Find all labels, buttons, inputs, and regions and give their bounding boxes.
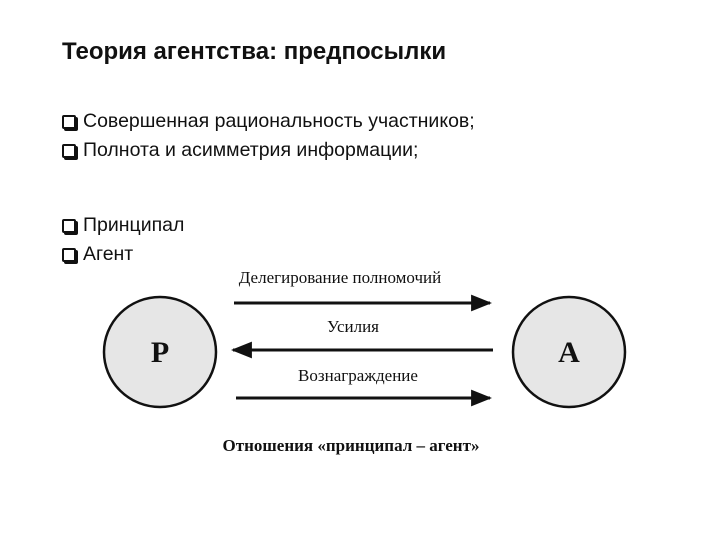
- diagram-caption: Отношения «принципал – агент»: [222, 436, 480, 455]
- agent-label: A: [558, 336, 580, 369]
- delegation-label: Делегирование полномочий: [238, 268, 442, 287]
- reward-label: Вознаграждение: [298, 366, 418, 385]
- list-item-text: Агент: [83, 243, 134, 265]
- principal-label: P: [150, 336, 170, 369]
- list-item-text: Принципал: [83, 214, 185, 236]
- effort-label: Усилия: [326, 317, 380, 336]
- slide-title: Теория агентства: предпосылки: [62, 38, 447, 65]
- list-item-text: Совершенная рациональность участников;: [83, 110, 475, 132]
- list-item-text: Полнота и асимметрия информации;: [83, 139, 419, 161]
